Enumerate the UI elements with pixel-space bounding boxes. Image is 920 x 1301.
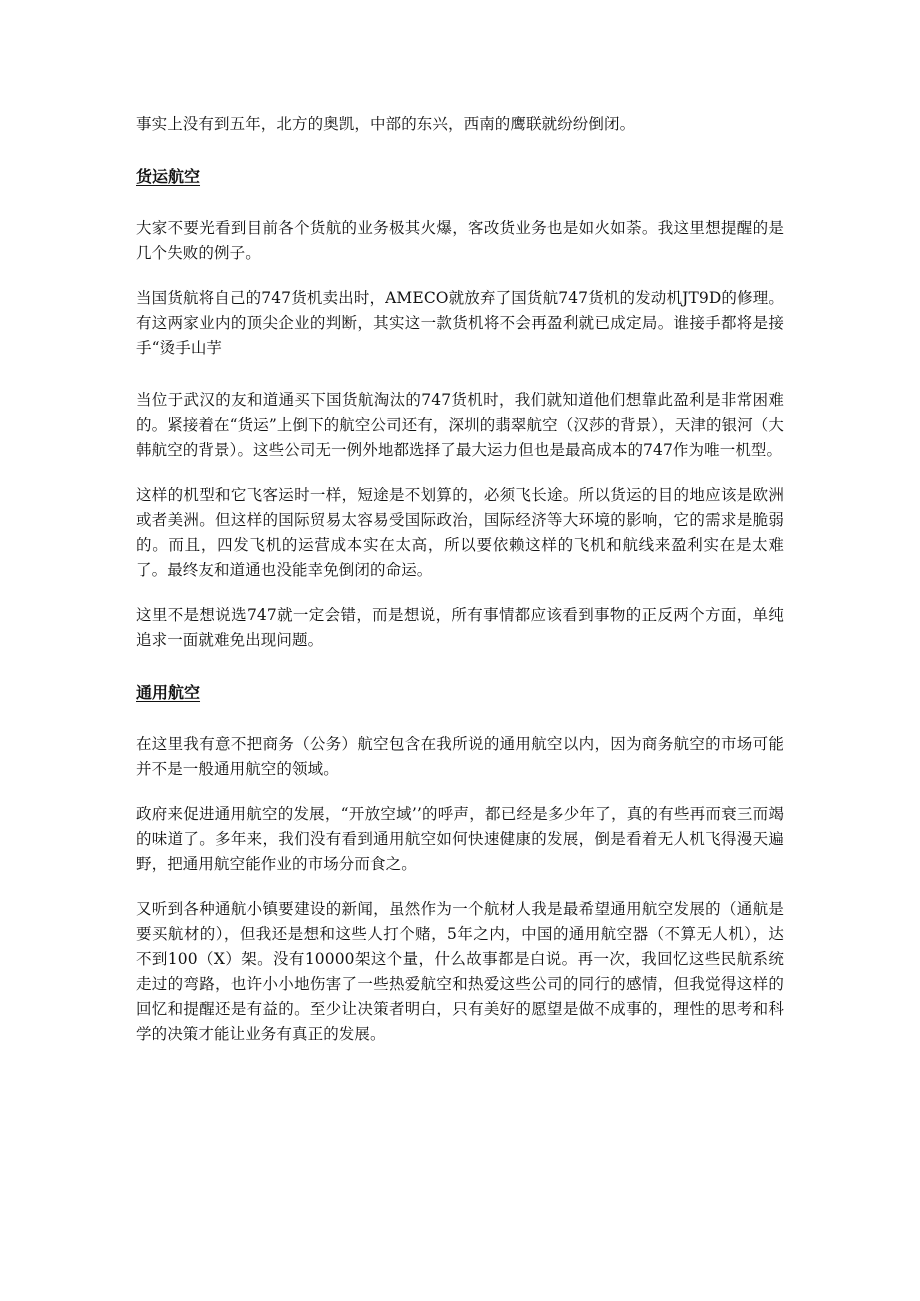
- ga-paragraph-2: 政府来促进通用航空的发展，“开放空域’’的呼声，都已经是多少年了，真的有些再而衰三而竭的味道了。多年来，我们没有看到通用航空如何快速健康的发展，倒是看着无人机飞得漫天遍野，把通用航空能作业的市场分而食之。: [136, 805, 784, 873]
- section-heading-cargo: 货运航空: [136, 167, 201, 186]
- ga-paragraph-1: 在这里我有意不把商务（公务）航空包含在我所说的通用航空以内，因为商务航空的市场可能并不是一般通用航空的领域。: [136, 735, 784, 778]
- ga-paragraph-3: 又听到各种通航小镇要建设的新闻，虽然作为一个航材人我是最希望通用航空发展的（通航是要买航材的），但我还是想和这些人打个赌，5年之内，中国的通用航空器（不算无人机），达不到100（X）架。没有10000架这个量，什么故事都是白说。再一次，我回忆这些民航系统走过的弯路，也许小小地伤害了一些热爱航空和热爱这些公司的同行的感情，但我觉得这样的回忆和提醒还是有益的。至少让决策者明白，只有美好的愿望是做不成事的，理性的思考和科学的决策才能让业务有真正的发展。: [136, 900, 784, 1043]
- document-page: [136, 112, 784, 1047]
- section-heading-general-aviation: 通用航空: [136, 683, 201, 702]
- cargo-paragraph-4: 这样的机型和它飞客运时一样，短途是不划算的，必须飞长途。所以货运的目的地应该是欧洲或者美洲。但这样的国际贸易太容易受国际政治，国际经济等大环境的影响，它的需求是脆弱的。而且，四发飞机的运营成本实在太高，所以要依赖这样的飞机和航线来盈利实在是太难了。最终友和道通也没能幸免倒闭的命运。: [136, 486, 784, 579]
- cargo-paragraph-5: 这里不是想说选747就一定会错，而是想说，所有事情都应该看到事物的正反两个方面，单纯追求一面就难免出现问题。: [136, 606, 784, 649]
- intro-paragraph: 事实上没有到五年，北方的奥凯，中部的东兴，西南的鹰联就纷纷倒闭。: [136, 115, 636, 133]
- cargo-paragraph-2: 当国货航将自己的747货机卖出时，AMECO就放弃了国货航747货机的发动机JT9D的修理。有这两家业内的顶尖企业的判断，其实这一款货机将不会再盈利就已成定局。谁接手都将是接手“烫手山芋: [136, 289, 784, 357]
- cargo-paragraph-3: 当位于武汉的友和道通买下国货航淘汰的747货机时，我们就知道他们想靠此盈利是非常困难的。紧接着在“货运”上倒下的航空公司还有，深圳的翡翠航空（汉莎的背景），天津的银河（大韩航空的背景）。这些公司无一例外地都选择了最大运力但也是最高成本的747作为唯一机型。: [136, 391, 784, 459]
- cargo-paragraph-1: 大家不要光看到目前各个货航的业务极其火爆，客改货业务也是如火如荼。我这里想提醒的是几个失败的例子。: [136, 219, 784, 262]
